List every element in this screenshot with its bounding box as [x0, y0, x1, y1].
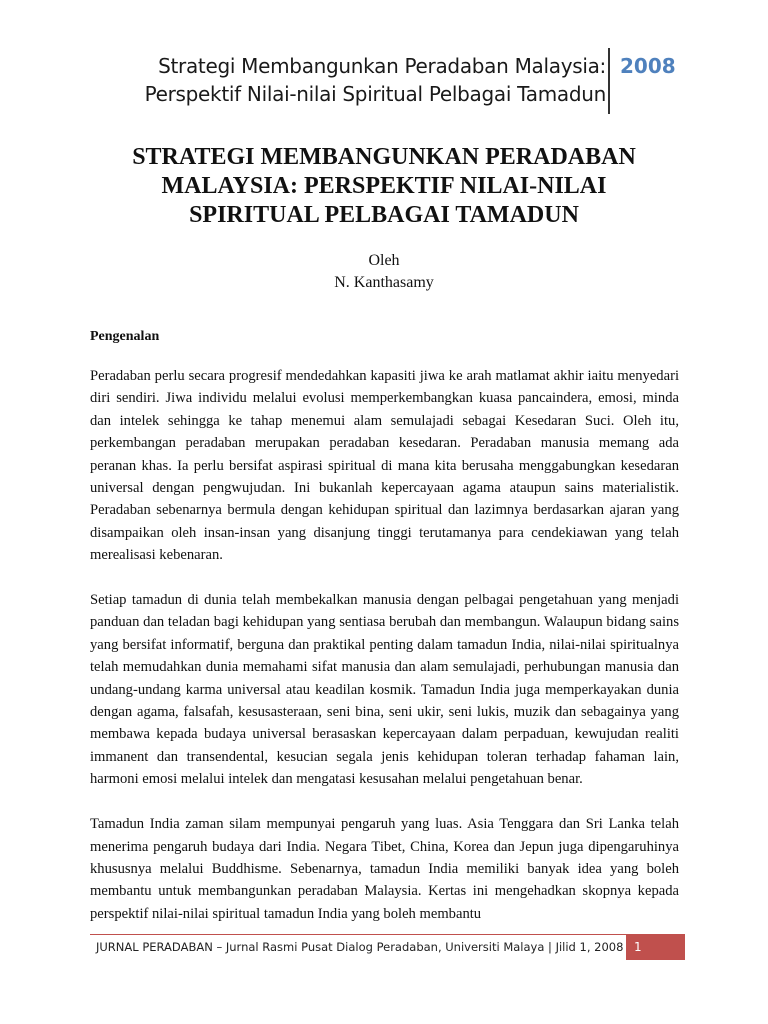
footer-rule — [90, 934, 626, 935]
running-header-title-line-1: Strategi Membangunkan Peradaban Malaysia: — [158, 54, 606, 78]
header-year: 2008 — [620, 54, 676, 78]
article-title-line-3: SPIRITUAL PELBAGAI TAMADUN — [189, 202, 579, 228]
article-title-line-2: MALAYSIA: PERSPEKTIF NILAI-NILAI — [161, 173, 607, 199]
paragraph: Setiap tamadun di dunia telah membekalkan manusia dengan pelbagai pengetahuan yang menjadi panduan dan teladan bagi kehidupan yang sentiasa berubah dan membangun. Walaupun bidang sains yang bersifat informatif, berguna dan praktikal penting dalam tamadun India, nilai-nilai spiritualnya telah memudahkan dunia memahami sifat manusia dan alam semulajadi, perhubungan manusia dan undang-undang karma universal atau keadilan kosmik. Tamadun India juga memperkayakan dunia dengan agama, falsafah, kesusasteraan, seni bina, seni ukir, seni lukis, muzik dan sebagainya yang membawa kepada budaya universal berasaskan kepercayaan dalam perpaduan, kewujudan realiti immanent dan transendental, kesucian segala jenis kehidupan toleran terhadap fahaman lain, harmoni emosi melalui intelek dan mengatasi kesusahan melalui pengetahuan benar. — [90, 592, 679, 788]
byline-label: Oleh — [368, 252, 400, 269]
article-title — [90, 143, 678, 230]
page-number: 1 — [626, 934, 685, 960]
paragraph: Tamadun India zaman silam mempunyai pengaruh yang luas. Asia Tenggara dan Sri Lanka telah menerima pengaruh budaya dari India. Negara Tibet, China, Korea dan Jepun juga dipengaruhinya khususnya melalui Buddhisme. Sebenarnya, tamadun India memiliki banyak idea yang boleh membantu untuk membangunkan peradaban Malaysia. Kertas ini mengehadkan skopnya kepada perspektif nilai-nilai spiritual tamadun India yang boleh membantu — [90, 816, 679, 922]
running-header-title-line-2: Perspektif Nilai-nilai Spiritual Pelbagai Tamadun — [144, 82, 606, 106]
header-divider — [608, 48, 610, 114]
section-heading: Pengenalan — [90, 329, 160, 344]
running-header — [0, 48, 768, 114]
running-header-title — [145, 52, 606, 108]
article-body — [90, 365, 679, 948]
footer-journal-text: JURNAL PERADABAN – Jurnal Rasmi Pusat Dialog Peradaban, Universiti Malaya | Jilid 1, 2008 — [96, 940, 624, 954]
author-name: N. Kanthasamy — [334, 274, 434, 291]
byline — [90, 250, 678, 294]
article-title-line-1: STRATEGI MEMBANGUNKAN PERADABAN — [132, 144, 636, 170]
page-footer — [90, 934, 685, 960]
paragraph: Peradaban perlu secara progresif mendedahkan kapasiti jiwa ke arah matlamat akhir iaitu menyedari diri sendiri. Jiwa individu melalui evolusi memperkembangkan kuasa pancaindera, emosi, minda dan intelek sehingga ke tahap menemui alam semulajadi sebagai Kesedaran Suci. Oleh itu, perkembangan peradaban merupakan peradaban kesedaran. Peradaban manusia memang ada peranan khas. Ia perlu bersifat aspirasi spiritual di mana kita berusaha menggabungkan kesedaran universal dengan pengwujudan. Ini bukanlah kepercayaan agama ataupun sains materialistik. Peradaban sebenarnya bermula dengan kehidupan spiritual dan lazimnya berdasarkan ajaran yang disampaikan oleh insan-insan yang disanjung tinggi terutamanya para cendekiawan yang telah merealisasi kebenaran. — [90, 368, 679, 564]
